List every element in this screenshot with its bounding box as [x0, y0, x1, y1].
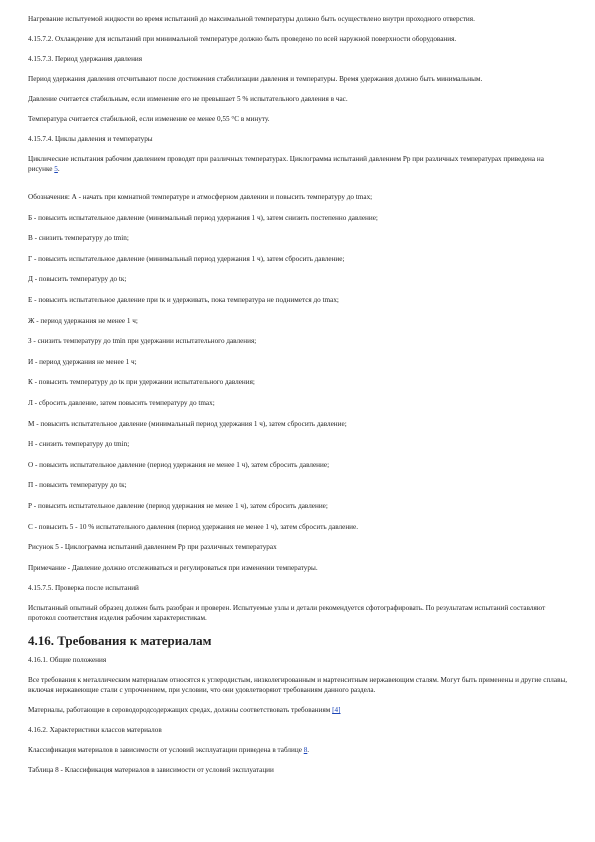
table-caption: Таблица 8 - Классификация материалов в зависимости от условий эксплуатации [28, 766, 274, 775]
legend-item: Д - повысить температуру до tк; [28, 275, 127, 284]
classification-paragraph [28, 745, 568, 755]
section-heading: 4.16. Требования к материалам [28, 633, 212, 649]
legend-item: В - снизить температуру до tmin; [28, 234, 129, 243]
legend-item: С - повысить 5 - 10 % испытательного давления (период удержания не менее 1 ч), затем сбросить давление. [28, 522, 359, 531]
cycle-intro-end: . [57, 165, 60, 173]
section-number-heading: 4.15.7.4. Циклы давления и температуры [28, 135, 153, 143]
note: Примечание - Давление должно отслеживаться и регулироваться при изменении температуры. [28, 563, 318, 572]
legend-item: Е - повысить испытательное давление при tк и удерживать, пока температура не поднимется до tmax; [28, 295, 339, 304]
legend-item: Г - повысить испытательное давление (минимальный период удержания 1 ч), затем сбросить давление; [28, 254, 345, 263]
figure-placeholder-gap [28, 184, 568, 192]
cycle-intro-text: Циклические испытания рабочим давлением проводят при различных температурах. Циклограмма испытаний давлением Pp при различных температурах приведена на рисунке [28, 155, 544, 173]
legend-item: О - повысить испытательное давление (период удержания не менее 1 ч), затем сбросить давление; [28, 460, 330, 469]
paragraph: Период удержания давления отсчитывают после достижения стабилизации давления и температуры. Время удержания должно быть минимальным. [28, 75, 483, 83]
legend-item: И - период удержания не менее 1 ч; [28, 357, 137, 366]
classification-text: Классификация материалов в зависимости от условий эксплуатации приведена в таблице [28, 746, 304, 755]
figure-caption: Рисунок 5 - Циклограмма испытаний давлением Pp при различных температурах [28, 543, 277, 552]
section-number-heading: 4.16.2. Характеристики классов материалов [28, 726, 162, 735]
cycle-intro-paragraph [28, 154, 568, 174]
reference-4-link[interactable]: [4] [332, 706, 341, 715]
paragraph: Нагревание испытуемой жидкости во время испытаний до максимальной температуры должно быть осуществлено внутри проходного отверстия. [28, 15, 475, 23]
section-number-heading: 4.15.7.3. Период удержания давления [28, 55, 143, 63]
legend-item: Б - повысить испытательное давление (минимальный период удержания 1 ч), затем снизить постепенно давление; [28, 213, 378, 222]
paragraph: Давление считается стабильным, если изменение его не превышает 5 % испытательного давления в час. [28, 95, 348, 103]
section-number-heading: 4.16.1. Общие положения [28, 656, 107, 665]
document-page [28, 14, 568, 785]
legend-item: Н - снизить температуру до tmin; [28, 440, 130, 449]
paragraph: Температура считается стабильной, если изменение ее менее 0,55 °С в минуту. [28, 115, 270, 123]
classification-end: . [307, 746, 310, 755]
paragraph: 4.15.7.2. Охлаждение для испытаний при минимальной температуре должно быть проведено по всей наружной поверхности оборудования. [28, 35, 457, 43]
legend-item: М - повысить испытательное давление (минимальный период удержания 1 ч), затем сбросить давление; [28, 419, 347, 428]
materials-paragraph [28, 705, 568, 715]
figure-5-link[interactable]: 5 [54, 165, 58, 173]
materials-text: Материалы, работающие в сероводородсодержащих средах, должны соответствовать требованиям [28, 706, 333, 715]
legend-item: Л - сбросить давление, затем повысить температуру до tmax; [28, 398, 215, 407]
legend-item: К - повысить температуру до tк при удержании испытательного давления; [28, 378, 255, 387]
legend-item: З - снизить температуру до tmin при удержании испытательного давления; [28, 337, 257, 346]
legend-list [28, 192, 568, 573]
legend-item: П - повысить температуру до tк; [28, 481, 127, 490]
table-8-link[interactable]: 8 [303, 746, 308, 755]
section-number-heading: 4.15.7.5. Проверка после испытаний [28, 584, 139, 593]
legend-item: Обозначения: А - начать при комнатной температуре и атмосферном давлении и повысить температуру до tmax; [28, 193, 373, 201]
legend-item: Ж - период удержания не менее 1 ч; [28, 316, 138, 325]
paragraph: Испытанный опытный образец должен быть разобран и проверен. Испытуемые узлы и детали рекомендуется сфотографировать. По результатам испытаний составляют протокол соответствия изделия рабочим характеристикам. [28, 604, 546, 623]
legend-item: Р - повысить испытательное давление (период удержания не менее 1 ч), затем сбросить давление; [28, 501, 328, 510]
paragraph: Все требования к металлическим материалам относятся к углеродистым, низколегированным и мартенситным нержавеющим сталям. Могут быть применены и другие сплавы, включая нержавеющие стали с упрочнением, при условии, что они удовлетворяют требованиям данного раздела. [28, 676, 568, 695]
